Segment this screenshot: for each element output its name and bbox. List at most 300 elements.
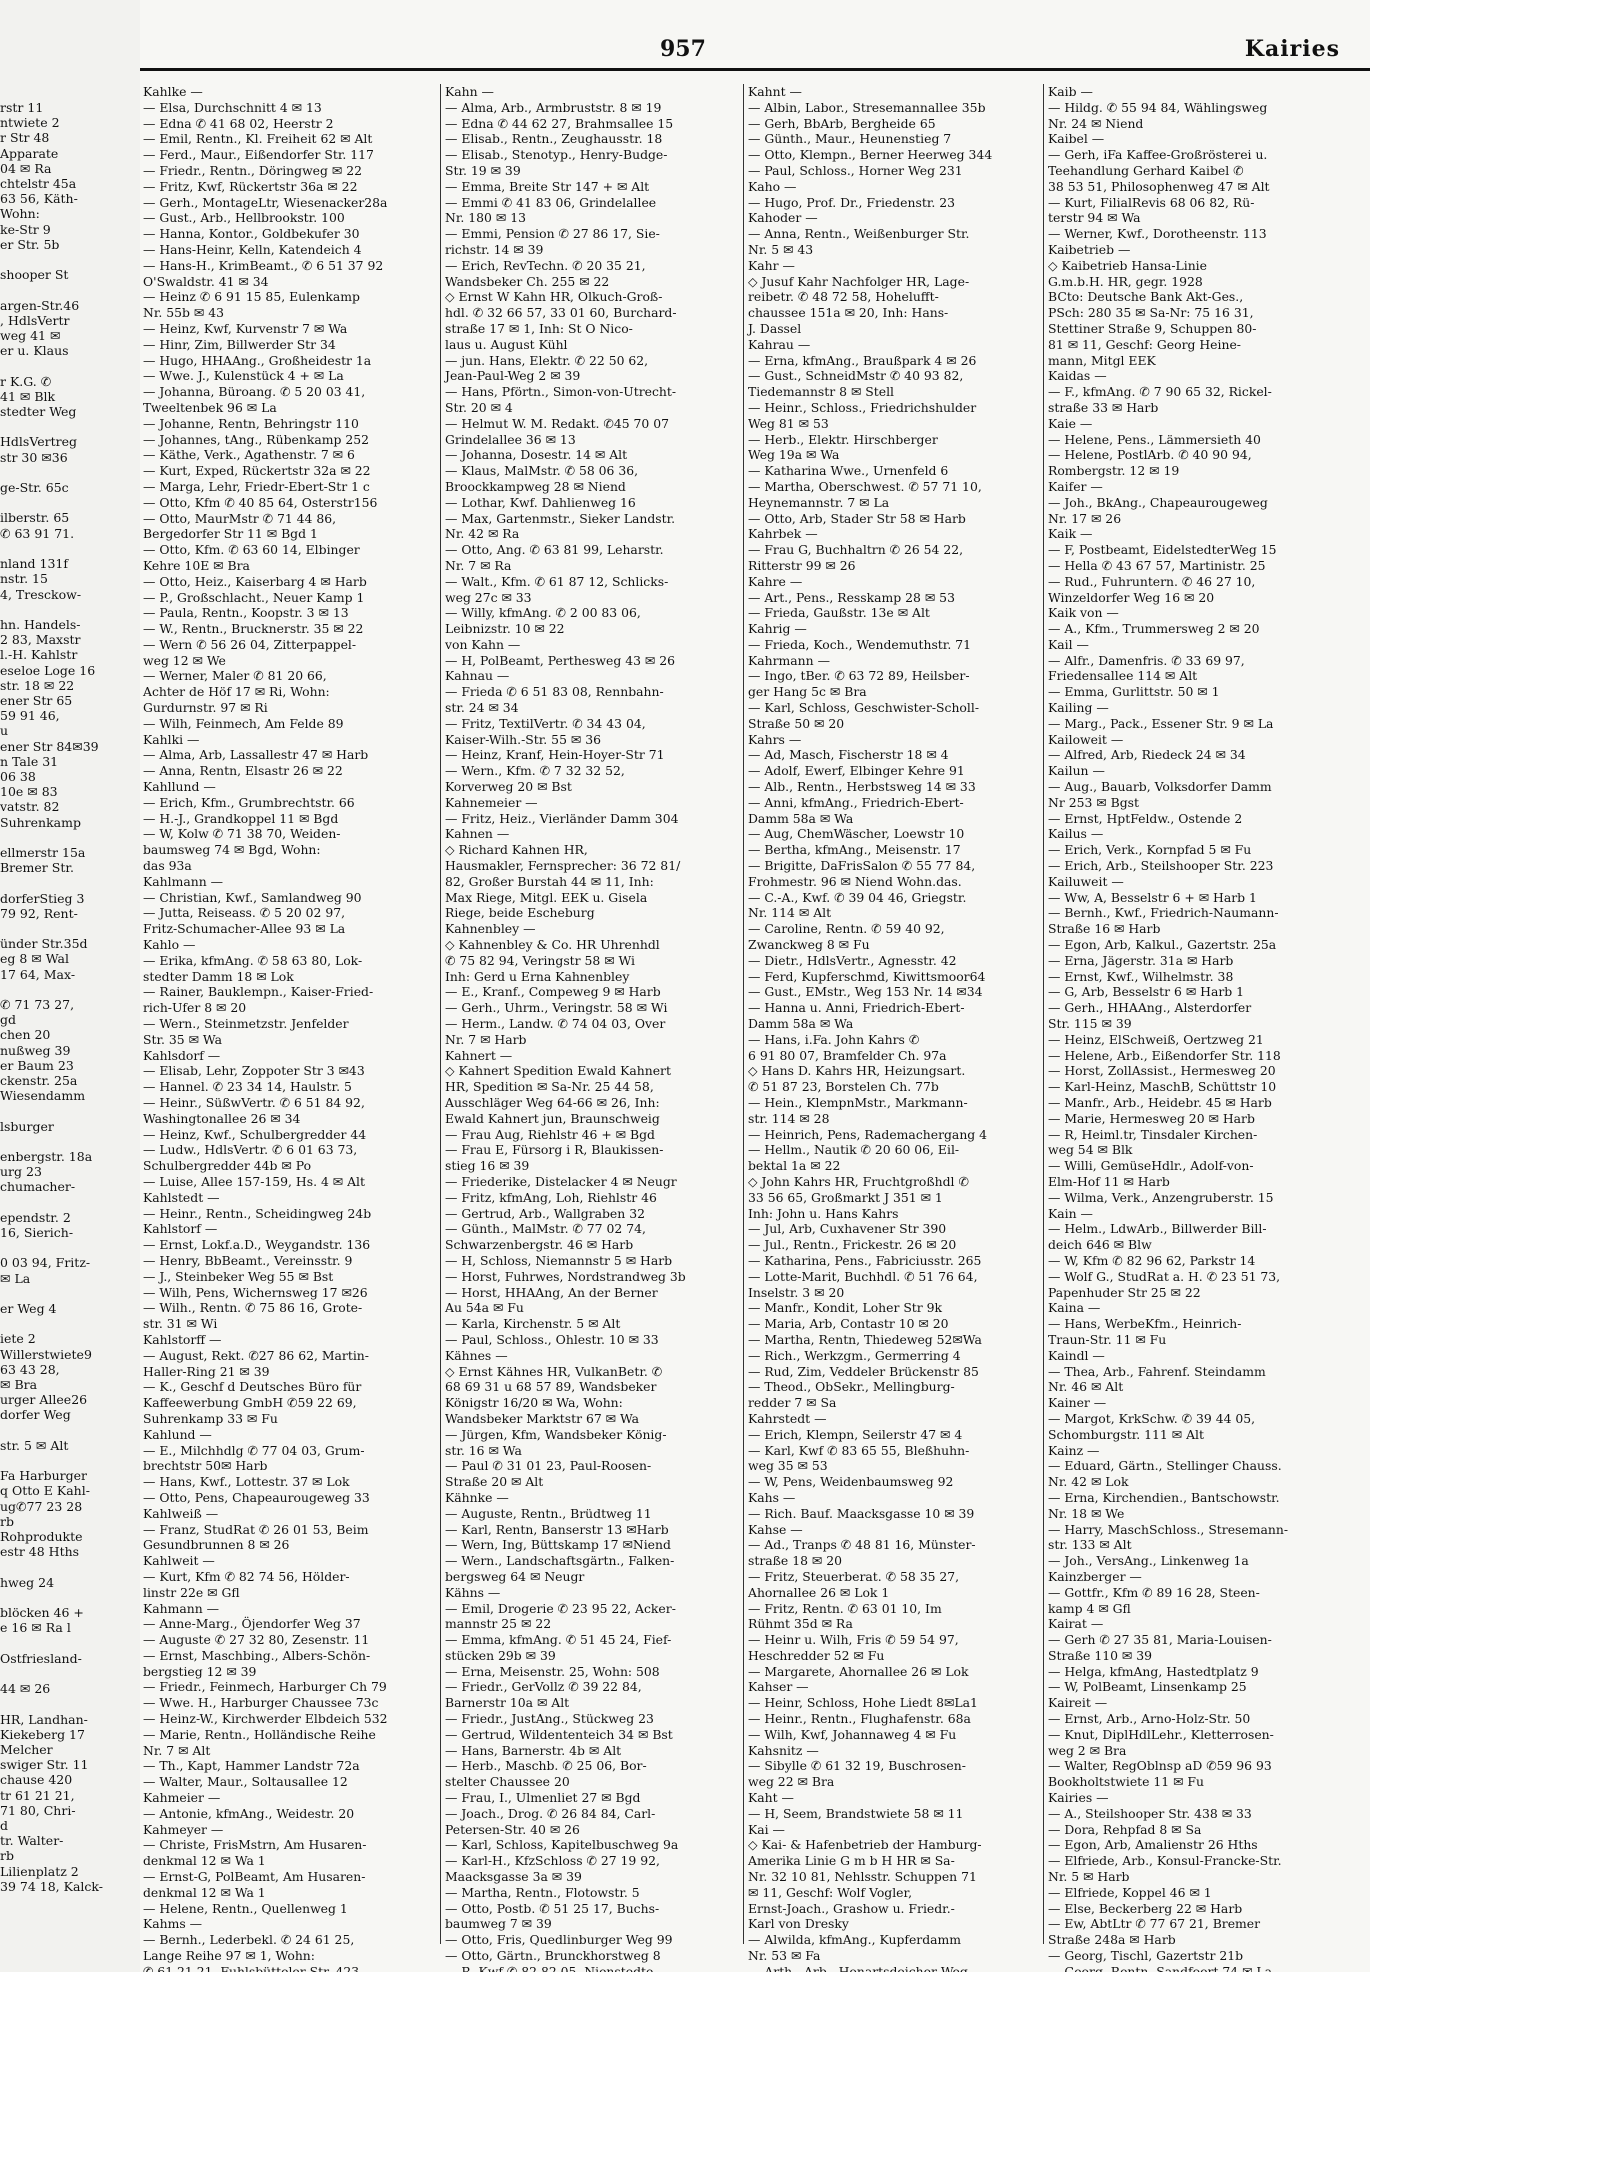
- directory-entry-line: Kaffeewerbung GmbH ✆59 22 69,: [143, 1395, 357, 1411]
- directory-entry-line: — Ernst-G, PolBeamt, Am Husaren-: [143, 1869, 366, 1885]
- left-page-fragment-line: [0, 1423, 160, 1438]
- left-page-fragment-line: 71 80, Chri-: [0, 1802, 76, 1818]
- directory-entry-line: — Frau Aug, Riehlstr 46 + ✉ Bgd: [445, 1126, 655, 1142]
- surname-heading: Kahlki —: [143, 731, 200, 747]
- directory-entry-line: — Joh., BkAng., Chapeaurougeweg: [1048, 494, 1268, 510]
- directory-entry-line: — Frau E, Fürsorg i R, Blaukissen-: [445, 1142, 664, 1158]
- directory-entry-line: Damm 58a ✉ Wa: [748, 1016, 854, 1032]
- surname-heading: Kahs —: [748, 1489, 796, 1505]
- directory-entry-line: — Gerh., MontageLtr, Wiesenacker28a: [143, 194, 388, 210]
- directory-entry-line: — Margot, KrkSchw. ✆ 39 44 05,: [1048, 1410, 1256, 1426]
- left-page-fragment-line: e 16 ✉ Ra l: [0, 1620, 71, 1636]
- directory-entry-line: — Edna ✆ 41 68 02, Heerstr 2: [143, 115, 334, 131]
- directory-entry-line: denkmal 12 ✉ Wa 1: [143, 1884, 266, 1900]
- directory-entry-line: — Lotte-Marit, Buchhdl. ✆ 51 76 64,: [748, 1268, 978, 1284]
- directory-entry-line: — Friedr., Rentn., Döringweg ✉ 22: [143, 162, 362, 178]
- surname-heading: Kahnau —: [445, 668, 510, 684]
- page-number: 957: [660, 36, 706, 62]
- directory-entry-line: — Rainer, Bauklempn., Kaiser-Fried-: [143, 984, 374, 1000]
- directory-entry-line: stieg 16 ✉ 39: [445, 1158, 530, 1174]
- left-page-fragment-line: ge-Str. 65c: [0, 480, 69, 496]
- directory-entry-line: — Paul, Schloss., Horner Weg 231: [748, 162, 963, 178]
- left-page-fragment-line: ellmerstr 15a: [0, 844, 86, 860]
- directory-entry-line: — Kurt, Kfm ✆ 82 74 56, Hölder-: [143, 1568, 350, 1584]
- directory-entry-line: — Hinr, Zim, Billwerder Str 34: [143, 336, 336, 352]
- directory-entry-line: — Georg, Tischl, Gazertstr 21b: [1048, 1948, 1244, 1964]
- directory-entry-line: bergstieg 12 ✉ 39: [143, 1663, 257, 1679]
- left-page-fragment-line: 44 ✉ 26: [0, 1681, 51, 1697]
- directory-entry-line: weg 22 ✉ Bra: [748, 1774, 835, 1790]
- directory-entry-line: Karl von Dresky: [748, 1916, 849, 1932]
- directory-entry-line: — Gottfr., Kfm ✆ 89 16 28, Steen-: [1048, 1584, 1260, 1600]
- directory-entry-line: — Fritz, Steuerberat. ✆ 58 35 27,: [748, 1568, 960, 1584]
- left-page-fragment-line: shooper St: [0, 267, 69, 283]
- directory-entry-line: — Alfr., Damenfris. ✆ 33 69 97,: [1048, 652, 1245, 668]
- left-page-fragment-line: [0, 1696, 160, 1711]
- directory-entry-line: Straße 50 ✉ 20: [748, 715, 845, 731]
- left-page-fragment-line: Kiekeberg 17: [0, 1726, 85, 1742]
- left-page-fragment-line: str. 18 ✉ 22: [0, 677, 75, 693]
- directory-entry-line: — Horst, Fuhrwes, Nordstrandweg 3b: [445, 1268, 686, 1284]
- surname-heading: Kailus —: [1048, 826, 1104, 842]
- directory-entry-line: — Marga, Lehr, Friedr-Ebert-Str 1 c: [143, 478, 370, 494]
- directory-entry-line: Frohmestr. 96 ✉ Niend Wohn.das.: [748, 873, 962, 889]
- directory-entry-line: — Hanna u. Anni, Friedrich-Ebert-: [748, 1000, 965, 1016]
- directory-entry-line: — Frieda ✆ 6 51 83 08, Rennbahn-: [445, 684, 664, 700]
- directory-entry-line: Nr. 46 ✉ Alt: [1048, 1379, 1124, 1395]
- directory-entry-line: — Gerh, iFa Kaffee-Großrösterei u.: [1048, 147, 1268, 163]
- left-page-fragment-line: Bremer Str.: [0, 860, 74, 876]
- directory-entry-line: baumsweg 74 ✉ Bgd, Wohn:: [143, 842, 321, 858]
- directory-entry-line: das 93a: [143, 858, 192, 874]
- directory-entry-line: — Edna ✆ 44 62 27, Brahmsallee 15: [445, 115, 674, 131]
- directory-entry-line: Heynemannstr. 7 ✉ La: [748, 494, 890, 510]
- directory-entry-line: — Else, Beckerberg 22 ✉ Harb: [1048, 1900, 1243, 1916]
- left-page-fragment-line: 17 64, Max-: [0, 966, 76, 982]
- directory-entry-line: — Maria, Arb, Contastr 10 ✉ 20: [748, 1316, 949, 1332]
- left-page-fragment-line: [0, 602, 160, 617]
- left-page-fragment-line: chen 20: [0, 1027, 51, 1043]
- directory-entry-line: — Elisab, Lehr, Zoppoter Str 3 ✉43: [143, 1063, 365, 1079]
- directory-entry-line: — Jul, Arb, Cuxhavener Str 390: [748, 1221, 947, 1237]
- left-page-fragment-line: enbergstr. 18a: [0, 1149, 93, 1165]
- left-page-fragment-line: tr. Walter-: [0, 1833, 64, 1849]
- directory-entry-line: — Bernh., Kwf., Friedrich-Naumann-: [1048, 905, 1279, 921]
- surname-heading: Kailing —: [1048, 700, 1109, 716]
- directory-entry-line: Jean-Paul-Weg 2 ✉ 39: [445, 368, 581, 384]
- directory-entry-line: weg 35 ✉ 53: [748, 1458, 828, 1474]
- directory-entry-line: — Erich, Kfm., Grumbrechtstr. 66: [143, 794, 355, 810]
- directory-entry-line: Kehre 10E ✉ Bra: [143, 557, 250, 573]
- surname-heading: Kahr —: [748, 257, 795, 273]
- directory-entry-line: Suhrenkamp 33 ✉ Fu: [143, 1410, 278, 1426]
- left-page-fragment-line: 63 43 28,: [0, 1361, 60, 1377]
- directory-entry-line: Ritterstr 99 ✉ 26: [748, 557, 856, 573]
- directory-entry-line: — Aug., Bauarb, Volksdorfer Damm: [1048, 779, 1272, 795]
- surname-heading: Kailuweit —: [1048, 873, 1124, 889]
- directory-entry-line: — Otto, Arb, Stader Str 58 ✉ Harb: [748, 510, 966, 526]
- left-page-fragment-line: eg 8 ✉ Wal: [0, 951, 69, 967]
- directory-entry-line: — H, Seem, Brandstwiete 58 ✉ 11: [748, 1805, 964, 1821]
- surname-heading: Kai —: [748, 1821, 785, 1837]
- directory-column-1: [143, 84, 443, 1964]
- directory-entry-line: — Alfred, Arb, Riedeck 24 ✉ 34: [1048, 747, 1246, 763]
- directory-entry-line: weg 27c ✉ 33: [445, 589, 532, 605]
- directory-entry-line: — Alwilda, kfmAng., Kupferdamm: [748, 1932, 962, 1948]
- directory-entry-line: Nr. 7 ✉ Ra: [445, 557, 512, 573]
- directory-entry-line: — Emil, Drogerie ✆ 23 95 22, Acker-: [445, 1600, 676, 1616]
- directory-entry-line: — Gerh., HHAAng., Alsterdorfer: [1048, 1000, 1252, 1016]
- directory-entry-line: Inselstr. 3 ✉ 20: [748, 1284, 845, 1300]
- directory-entry-line: — J., Steinbeker Weg 55 ✉ Bst: [143, 1268, 334, 1284]
- left-page-fragment-line: ke-Str 9: [0, 221, 51, 237]
- directory-entry-line: — Heinr., Schloss., Friedrichshulder: [748, 399, 977, 415]
- directory-entry-line: — Hugo, Prof. Dr., Friedenstr. 23: [748, 194, 956, 210]
- directory-entry-line: — Martha, Rentn., Flotowstr. 5: [445, 1884, 640, 1900]
- directory-entry-line: — Otto, Kfm ✆ 40 85 64, Osterstr156: [143, 494, 378, 510]
- directory-entry-line: — Helene, Rentn., Quellenweg 1: [143, 1900, 348, 1916]
- directory-entry-line: — Klaus, MalMstr. ✆ 58 06 36,: [445, 463, 639, 479]
- surname-heading: Kahsnitz —: [748, 1742, 819, 1758]
- directory-entry-line: — Paul ✆ 31 01 23, Paul-Roosen-: [445, 1458, 652, 1474]
- left-page-fragment-line: [0, 1636, 160, 1651]
- directory-entry-line: — Jutta, Reiseass. ✆ 5 20 02 97,: [143, 905, 346, 921]
- directory-entry-line: — Gertrud, Wildententeich 34 ✉ Bst: [445, 1726, 673, 1742]
- left-page-fragment-line: [0, 358, 160, 373]
- directory-entry-line: ◇ Ernst W Kahn HR, Olkuch-Groß-: [445, 289, 663, 305]
- surname-heading: Kahnemeier —: [445, 794, 538, 810]
- directory-entry-line: — Ernst, HptFeldw., Ostende 2: [1048, 810, 1243, 826]
- directory-entry-line: — Katharina Wwe., Urnenfeld 6: [748, 463, 949, 479]
- directory-entry-line: — P., Großschlacht., Neuer Kamp 1: [143, 589, 365, 605]
- left-page-fragment-line: chumacher-: [0, 1179, 76, 1195]
- directory-entry-line: str. 133 ✉ Alt: [1048, 1537, 1132, 1553]
- directory-entry-line: — Walter, Maur., Soltausallee 12: [143, 1774, 348, 1790]
- directory-entry-line: PSch: 280 35 ✉ Sa-Nr: 75 16 31,: [1048, 305, 1254, 321]
- directory-entry-line: — Joach., Drog. ✆ 26 84 84, Carl-: [445, 1805, 656, 1821]
- directory-entry-line: — Otto, Klempn., Berner Heerweg 344: [748, 147, 993, 163]
- left-page-fragment-line: er u. Klaus: [0, 343, 69, 359]
- directory-entry-line: — Christe, FrisMstrn, Am Husaren-: [143, 1837, 367, 1853]
- directory-entry-line: — Gust., EMstr., Weg 153 Nr. 14 ✉34: [748, 984, 983, 1000]
- directory-entry-line: — Wwe. H., Harburger Chaussee 73c: [143, 1695, 379, 1711]
- directory-entry-line: Wandsbeker Ch. 255 ✉ 22: [445, 273, 610, 289]
- left-page-fragment-line: [0, 875, 160, 890]
- directory-entry-line: ◇ Hans D. Kahrs HR, Heizungsart.: [748, 1063, 966, 1079]
- directory-entry-line: mann, Mitgl EEK: [1048, 352, 1156, 368]
- surname-heading: Kahse —: [748, 1521, 803, 1537]
- directory-entry-line: — Fritz, Heiz., Vierländer Damm 304: [445, 810, 679, 826]
- directory-entry-line: terstr 94 ✉ Wa: [1048, 210, 1141, 226]
- directory-entry-line: G.m.b.H. HR, gegr. 1928: [1048, 273, 1203, 289]
- directory-entry-line: — Werner, Maler ✆ 81 20 66,: [143, 668, 327, 684]
- directory-entry-line: Haller-Ring 21 ✉ 39: [143, 1363, 270, 1379]
- directory-entry-line: — Willy, kfmAng. ✆ 2 00 83 06,: [445, 605, 641, 621]
- scan-background-right: [1370, 0, 1600, 2177]
- left-page-fragment-line: ener Str 84✉39: [0, 738, 99, 754]
- directory-entry-line: — G, Arb, Besselstr 6 ✉ Harb 1: [1048, 984, 1245, 1000]
- directory-entry-line: — Elsa, Durchschnitt 4 ✉ 13: [143, 99, 322, 115]
- surname-heading: Kahn —: [445, 84, 494, 99]
- surname-heading: Kahlmann —: [143, 873, 224, 889]
- left-page-fragment-line: l.-H. Kahlstr: [0, 647, 78, 663]
- directory-entry-line: BCto: Deutsche Bank Akt-Ges.,: [1048, 289, 1244, 305]
- directory-entry-line: laus u. August Kühl: [445, 336, 568, 352]
- left-page-fragment-line: nußweg 39: [0, 1042, 71, 1058]
- directory-entry-line: — Eduard, Gärtn., Stellinger Chauss.: [1048, 1458, 1282, 1474]
- directory-entry-line: — Lothar, Kwf. Dahlienweg 16: [445, 494, 636, 510]
- left-page-fragment-line: 0 03 94, Fritz-: [0, 1255, 91, 1271]
- directory-entry-line: Kaiser-Wilh.-Str. 55 ✉ 36: [445, 731, 601, 747]
- directory-entry-line: str. 16 ✉ Wa: [445, 1442, 522, 1458]
- scan-background-bottom: [0, 1972, 1600, 2177]
- left-page-fragment-line: dorfer Weg: [0, 1407, 71, 1423]
- directory-entry-line: — Ferd, Kupferschmd, Kiwittsmoor64: [748, 968, 986, 984]
- directory-entry-line: Ewald Kahnert jun, Braunschweig: [445, 1110, 660, 1126]
- directory-entry-line: — Marie, Hermesweg 20 ✉ Harb: [1048, 1110, 1255, 1126]
- column-divider: [1043, 84, 1044, 1944]
- directory-entry-line: — C.-A., Kwf. ✆ 39 04 46, Griegstr.: [748, 889, 967, 905]
- directory-entry-line: — Rich., Werkzgm., Germerring 4: [748, 1347, 961, 1363]
- directory-entry-line: — Dora, Rehpfad 8 ✉ Sa: [1048, 1821, 1202, 1837]
- directory-entry-line: — Harry, MaschSchloss., Stresemann-: [1048, 1521, 1289, 1537]
- directory-entry-line: — Erich, Verk., Kornpfad 5 ✉ Fu: [1048, 842, 1252, 858]
- directory-entry-line: straße 17 ✉ 1, Inh: St O Nico-: [445, 320, 633, 336]
- directory-entry-line: bektal 1a ✉ 22: [748, 1158, 841, 1174]
- directory-entry-line: — Paul, Schloss., Ohlestr. 10 ✉ 33: [445, 1331, 659, 1347]
- directory-entry-line: ◇ Kai- & Hafenbetrieb der Hamburg-: [748, 1837, 982, 1853]
- directory-entry-line: — Hans, Pförtn., Simon-von-Utrecht-: [445, 384, 677, 400]
- directory-entry-line: — Heinz ✆ 6 91 15 85, Eulenkamp: [143, 289, 360, 305]
- left-page-fragment-column: [0, 100, 160, 1894]
- directory-entry-line: — Hella ✆ 43 67 57, Martinistr. 25: [1048, 557, 1266, 573]
- directory-entry-line: — Wern ✆ 56 26 04, Zitterpappel-: [143, 636, 357, 652]
- directory-entry-line: mannstr 25 ✉ 22: [445, 1616, 552, 1632]
- directory-entry-line: — K., Geschf d Deutsches Büro für: [143, 1379, 362, 1395]
- surname-heading: Kähns —: [445, 1584, 501, 1600]
- directory-entry-line: — Anna, Rentn., Weißenburger Str.: [748, 226, 970, 242]
- left-page-fragment-line: HdlsVertreg: [0, 434, 77, 450]
- directory-entry-line: weg 2 ✉ Bra: [1048, 1742, 1127, 1758]
- directory-entry-line: — Wilh, Feinmech, Am Felde 89: [143, 715, 344, 731]
- left-page-fragment-line: rstr 11: [0, 100, 44, 115]
- directory-entry-line: — Ew, AbtLtr ✆ 77 67 21, Bremer: [1048, 1916, 1261, 1932]
- directory-entry-line: — E., Kranf., Compeweg 9 ✉ Harb: [445, 984, 661, 1000]
- directory-entry-line: — W, Kfm ✆ 82 96 62, Parkstr 14: [1048, 1252, 1256, 1268]
- surname-heading: Kahmann —: [143, 1600, 220, 1616]
- directory-entry-line: — Helmut W. M. Redakt. ✆45 70 07: [445, 415, 669, 431]
- directory-entry-line: Nr. 18 ✉ We: [1048, 1505, 1125, 1521]
- directory-entry-line: — Frieda, Gaußstr. 13e ✉ Alt: [748, 605, 930, 621]
- left-page-fragment-line: urg 23: [0, 1164, 42, 1180]
- directory-entry-line: — Wilh, Kwf, Johannaweg 4 ✉ Fu: [748, 1726, 957, 1742]
- directory-entry-line: Schomburgstr. 111 ✉ Alt: [1048, 1426, 1204, 1442]
- left-page-fragment-line: [0, 1666, 160, 1681]
- left-page-fragment-line: , HdlsVertr: [0, 312, 70, 328]
- directory-entry-line: ◇ Ernst Kähnes HR, VulkanBetr. ✆: [445, 1363, 663, 1379]
- directory-entry-line: O'Swaldstr. 41 ✉ 34: [143, 273, 269, 289]
- directory-entry-line: — Heinz-W., Kirchwerder Elbdeich 532: [143, 1711, 388, 1727]
- directory-entry-line: Elm-Hof 11 ✉ Harb: [1048, 1173, 1170, 1189]
- directory-entry-line: Straße 16 ✉ Harb: [1048, 921, 1161, 937]
- directory-entry-line: — Ad, Masch, Fischerstr 18 ✉ 4: [748, 747, 949, 763]
- left-page-fragment-line: 41 ✉ Blk: [0, 388, 56, 404]
- directory-entry-line: Nr. 42 ✉ Lok: [1048, 1474, 1129, 1490]
- directory-entry-line: — Knut, DiplHdlLehr., Kletterrosen-: [1048, 1726, 1274, 1742]
- surname-heading: Kahnen —: [445, 826, 510, 842]
- directory-entry-line: chaussee 151a ✉ 20, Inh: Hans-: [748, 305, 949, 321]
- left-page-fragment-line: Rohprodukte: [0, 1529, 83, 1545]
- left-page-fragment-line: swiger Str. 11: [0, 1757, 89, 1773]
- directory-entry-line: — Hans, WerbeKfm., Heinrich-: [1048, 1316, 1242, 1332]
- directory-entry-line: — Emmi ✆ 41 83 06, Grindelallee: [445, 194, 657, 210]
- directory-entry-line: — A., Kfm., Trummersweg 2 ✉ 20: [1048, 621, 1260, 637]
- directory-entry-line: — Theod., ObSekr., Mellingburg-: [748, 1379, 955, 1395]
- left-page-fragment-line: [0, 1316, 160, 1331]
- directory-entry-line: — Willi, GemüseHdlr., Adolf-von-: [1048, 1158, 1254, 1174]
- directory-entry-line: — Bernh., Lederbekl. ✆ 24 61 25,: [143, 1932, 355, 1948]
- left-page-fragment-line: r K.G. ✆: [0, 373, 52, 389]
- directory-entry-line: — Walt., Kfm. ✆ 61 87 12, Schlicks-: [445, 573, 669, 589]
- directory-entry-line: Korverweg 20 ✉ Bst: [445, 779, 572, 795]
- directory-entry-line: deich 646 ✉ Blw: [1048, 1237, 1152, 1253]
- directory-entry-line: — H, Schloss, Niemannstr 5 ✉ Harb: [445, 1252, 673, 1268]
- directory-entry-line: — Gerh, BbArb, Bergheide 65: [748, 115, 936, 131]
- directory-entry-line: Inh: Gerd u Erna Kahnenbley: [445, 968, 630, 984]
- surname-heading: Kaie —: [1048, 415, 1093, 431]
- directory-entry-line: — Jul., Rentn., Frickestr. 26 ✉ 20: [748, 1237, 957, 1253]
- directory-entry-line: Amerika Linie G m b H HR ✉ Sa-: [748, 1853, 955, 1869]
- directory-entry-line: — Herb., Maschb. ✆ 25 06, Bor-: [445, 1758, 647, 1774]
- surname-heading: Kaifer —: [1048, 478, 1103, 494]
- directory-column-4: [1048, 84, 1348, 1964]
- directory-entry-line: — Karl, Rentn, Banserstr 13 ✉Harb: [445, 1521, 669, 1537]
- directory-entry-line: Friedensallee 114 ✉ Alt: [1048, 668, 1198, 684]
- surname-heading: Kahmeier —: [143, 1790, 221, 1806]
- directory-entry-line: — Helga, kfmAng, Hastedtplatz 9: [1048, 1663, 1259, 1679]
- directory-entry-line: ◇ Kaibetrieb Hansa-Linie: [1048, 257, 1207, 273]
- directory-entry-line: — Heinz, ElSchweiß, Oertzweg 21: [1048, 1031, 1264, 1047]
- directory-entry-line: — Brigitte, DaFrisSalon ✆ 55 77 84,: [748, 858, 976, 874]
- left-page-fragment-line: estr 48 Hths: [0, 1544, 80, 1560]
- surname-heading: Kahmeyer —: [143, 1821, 224, 1837]
- directory-entry-line: — Karla, Kirchenstr. 5 ✉ Alt: [445, 1316, 621, 1332]
- left-page-fragment-line: ✉ La: [0, 1270, 31, 1286]
- left-page-fragment-line: ✉ Bra: [0, 1377, 38, 1393]
- directory-entry-line: — Erika, kfmAng. ✆ 58 63 80, Lok-: [143, 952, 363, 968]
- directory-entry-line: rich-Ufer 8 ✉ 20: [143, 1000, 247, 1016]
- directory-entry-line: — Helene, Pens., Lämmersieth 40: [1048, 431, 1261, 447]
- left-page-fragment-line: [0, 1103, 160, 1118]
- directory-entry-line: reibetr. ✆ 48 72 58, Hohelufft-: [748, 289, 939, 305]
- left-page-fragment-line: [0, 1134, 160, 1149]
- left-page-fragment-line: 63 56, Käth-: [0, 191, 78, 207]
- directory-entry-line: — Emma, kfmAng. ✆ 51 45 24, Fief-: [445, 1632, 672, 1648]
- directory-entry-line: — Karl-H., KfzSchloss ✆ 27 19 92,: [445, 1853, 660, 1869]
- directory-entry-line: stücken 29b ✉ 39: [445, 1647, 556, 1663]
- left-page-fragment-line: argen-Str.46: [0, 297, 80, 313]
- directory-entry-line: — jun. Hans, Elektr. ✆ 22 50 62,: [445, 352, 649, 368]
- directory-entry-line: Wandsbeker Marktstr 67 ✉ Wa: [445, 1410, 640, 1426]
- directory-entry-line: — Martha, Rentn, Thiedeweg 52✉Wa: [748, 1331, 982, 1347]
- directory-entry-line: — Karl, Kwf ✆ 83 65 55, Bleßhuhn-: [748, 1442, 970, 1458]
- directory-entry-line: Damm 58a ✉ Wa: [748, 810, 854, 826]
- directory-entry-line: — Art., Pens., Resskamp 28 ✉ 53: [748, 589, 955, 605]
- directory-entry-line: — Ernst, Lokf.a.D., Weygandstr. 136: [143, 1237, 371, 1253]
- directory-entry-line: — Anna, Rentn, Elsastr 26 ✉ 22: [143, 763, 343, 779]
- directory-entry-line: Gurdurnstr. 97 ✉ Ri: [143, 700, 268, 716]
- directory-entry-line: — Gertrud, Arb., Wallgraben 32: [445, 1205, 645, 1221]
- directory-entry-line: ✆ 75 82 94, Veringstr 58 ✉ Wi: [445, 952, 636, 968]
- directory-entry-line: — Elfriede, Koppel 46 ✉ 1: [1048, 1884, 1212, 1900]
- left-page-fragment-line: [0, 1195, 160, 1210]
- directory-entry-line: — Johanna, Dosestr. 14 ✉ Alt: [445, 447, 628, 463]
- surname-heading: Kahlstorf —: [143, 1221, 218, 1237]
- directory-entry-line: — Gust., Arb., Hellbrookstr. 100: [143, 210, 345, 226]
- directory-entry-line: — Johanne, Rentn, Behringstr 110: [143, 415, 359, 431]
- left-page-fragment-line: [0, 982, 160, 997]
- directory-entry-line: Winzeldorfer Weg 16 ✉ 20: [1048, 589, 1215, 605]
- directory-entry-line: — Frau, I., Ulmenliet 27 ✉ Bgd: [445, 1790, 641, 1806]
- directory-entry-line: — Erich, Arb., Steilshooper Str. 223: [1048, 858, 1274, 874]
- directory-entry-line: — Wern, Ing, Büttskamp 17 ✉Niend: [445, 1537, 671, 1553]
- directory-entry-line: — Marie, Rentn., Holländische Reihe: [143, 1726, 376, 1742]
- surname-heading: Kahrstedt —: [748, 1410, 827, 1426]
- left-page-fragment-line: chtelstr 45a: [0, 176, 77, 192]
- directory-entry-line: — Otto, Fris, Quedlinburger Weg 99: [445, 1932, 673, 1948]
- directory-entry-line: — Dietr., HdlsVertr., Agnesstr. 42: [748, 952, 957, 968]
- column-divider: [440, 84, 441, 1944]
- directory-entry-line: — Gerh., Uhrm., Veringstr. 58 ✉ Wi: [445, 1000, 668, 1016]
- directory-entry-line: HR, Spedition ✉ Sa-Nr. 25 44 58,: [445, 1079, 654, 1095]
- directory-entry-line: weg 54 ✉ Blk: [1048, 1142, 1133, 1158]
- surname-heading: Kaibetrieb —: [1048, 241, 1131, 257]
- left-page-fragment-line: [0, 252, 160, 267]
- directory-entry-line: — Jürgen, Kfm, Wandsbeker König-: [445, 1426, 667, 1442]
- left-page-fragment-line: Fa Harburger: [0, 1468, 87, 1484]
- directory-entry-line: — Anne-Marg., Öjendorfer Weg 37: [143, 1616, 361, 1632]
- directory-entry-line: — Bertha, kfmAng., Meisenstr. 17: [748, 842, 961, 858]
- surname-heading: Kaibel —: [1048, 131, 1105, 147]
- left-page-fragment-line: d: [0, 1817, 9, 1833]
- left-page-fragment-line: nland 131f: [0, 556, 69, 572]
- directory-entry-line: Fritz-Schumacher-Allee 93 ✉ La: [143, 921, 346, 937]
- left-page-fragment-line: tr 61 21 21,: [0, 1787, 75, 1803]
- directory-entry-line: — Heinr u. Wilh, Fris ✆ 59 54 97,: [748, 1632, 959, 1648]
- directory-entry-line: Petersen-Str. 40 ✉ 26: [445, 1821, 580, 1837]
- directory-entry-line: — Emma, Gurlittstr. 50 ✉ 1: [1048, 684, 1220, 700]
- directory-entry-line: Rühmt 35d ✉ Ra: [748, 1616, 853, 1632]
- directory-entry-line: — Fritz, kfmAng, Loh, Riehlstr 46: [445, 1189, 657, 1205]
- directory-entry-line: — Ernst, Arb., Arno-Holz-Str. 50: [1048, 1711, 1251, 1727]
- left-page-fragment-line: [0, 1240, 160, 1255]
- directory-entry-line: Str. 19 ✉ 39: [445, 162, 521, 178]
- directory-entry-line: — W, Pens, Weidenbaumsweg 92: [748, 1474, 954, 1490]
- surname-heading: Kahrau —: [748, 336, 811, 352]
- surname-heading: Kaina —: [1048, 1300, 1101, 1316]
- header-rule: [140, 68, 1370, 71]
- left-page-fragment-line: ✆ 63 91 71.: [0, 525, 75, 541]
- left-page-fragment-line: weg 41 ✉: [0, 328, 61, 344]
- directory-entry-line: Riege, beide Escheburg: [445, 905, 595, 921]
- directory-entry-line: ◇ Kahnenbley & Co. HR Uhrenhdl: [445, 937, 660, 953]
- directory-entry-line: — Franz, StudRat ✆ 26 01 53, Beim: [143, 1521, 369, 1537]
- surname-heading: Kahlstorff —: [143, 1331, 222, 1347]
- directory-entry-line: — Hans, i.Fa. John Kahrs ✆: [748, 1031, 920, 1047]
- directory-entry-line: — W, PolBeamt, Linsenkamp 25: [1048, 1679, 1247, 1695]
- surname-heading: Kahre —: [748, 573, 803, 589]
- directory-entry-line: richstr. 14 ✉ 39: [445, 241, 544, 257]
